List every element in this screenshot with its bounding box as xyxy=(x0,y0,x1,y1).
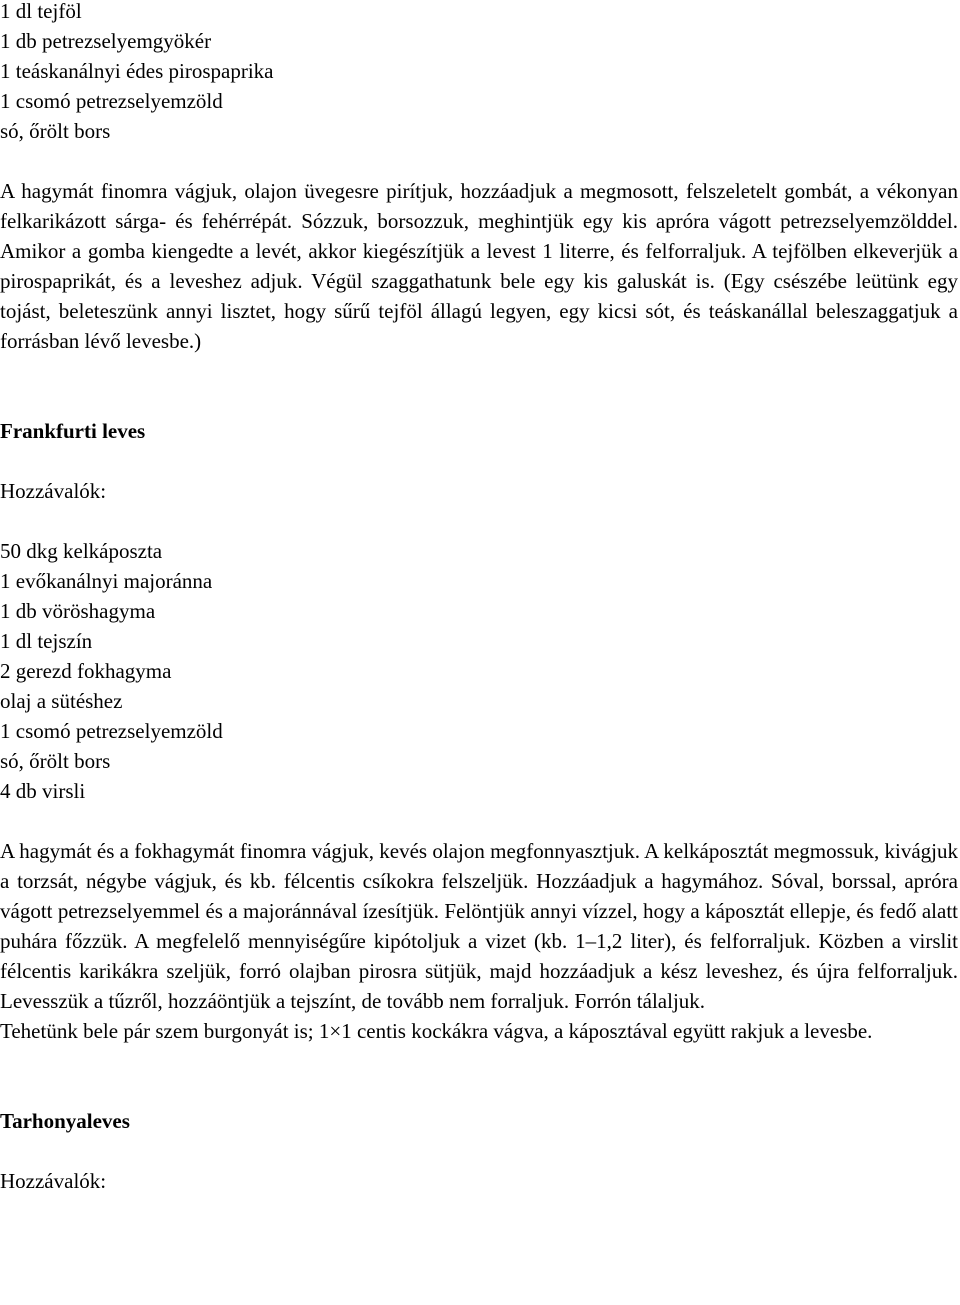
spacer xyxy=(0,146,958,176)
frankfurti-note: Tehetünk bele pár szem burgonyát is; 1×1 centis kockákra vágva, a káposztával együtt rakjuk a levesbe. xyxy=(0,1019,873,1043)
ingredients-heading: Hozzávalók: xyxy=(0,1169,107,1193)
ingredient-item: 2 gerezd fokhagyma xyxy=(0,659,172,683)
ingredient-item: 4 db virsli xyxy=(0,779,86,803)
spacer xyxy=(0,1136,958,1166)
ingredients-heading: Hozzávalók: xyxy=(0,479,107,503)
mushroom-soup-ingredient-list xyxy=(0,0,958,146)
ingredient-item: 1 teáskanálnyi édes pirospaprika xyxy=(0,59,274,83)
ingredient-item: 1 dl tejföl xyxy=(0,0,82,23)
spacer xyxy=(0,806,958,836)
ingredient-item: 1 dl tejszín xyxy=(0,629,93,653)
ingredient-item: 1 csomó petrezselyemzöld xyxy=(0,89,223,113)
spacer xyxy=(0,446,958,476)
ingredient-item: 50 dkg kelkáposzta xyxy=(0,539,163,563)
ingredient-item: 1 db vöröshagyma xyxy=(0,599,156,623)
spacer xyxy=(0,1046,958,1106)
frankfurti-ingredient-list xyxy=(0,536,958,806)
spacer xyxy=(0,506,958,536)
mushroom-soup-instructions: A hagymát finomra vágjuk, olajon üvegesre pirítjuk, hozzáadjuk a megmosott, felszeletelt gombát, a vékonyan felkarikázott sárga- és fehérrépát. Sózzuk, borsozzuk, meghintjük egy kis apróra vágott petrezselyemzölddel. Amikor a gomba kiengedte a levét, akkor kiegészítjük a levest 1 literre, és felforraljuk. A tejfölben elkeverjük a pirospaprikát, és a leveshez adjuk. Végül szaggathatunk bele egy kis galuskát is. (Egy csészébe leütünk egy tojást, beleteszünk annyi lisztet, hogy sűrű tejföl állagú legyen, egy kicsi sót, és teáskanállal beleszaggatjuk a forrásban lévő levesbe.) xyxy=(0,179,958,353)
frankfurti-instructions: A hagymát és a fokhagymát finomra vágjuk, kevés olajon megfonnyasztjuk. A kelkáposztát megmossuk, kivágjuk a torzsát, négybe vágjuk, és kb. félcentis csíkokra felszeljük. Hozzáadjuk a hagymához. Sóval, borssal, apróra vágott petrezselyemmel és a majoránnával ízesítjük. Felöntjük annyi vízzel, hogy a káposztát ellepje, és fedő alatt puhára főzzük. A megfelelő mennyiségűre kipótoljuk a vizet (kb. 1–1,2 liter), és felforraljuk. Közben a virslit félcentis karikákra szeljük, forró olajban pirosra sütjük, majd hozzáadjuk a kész leveshez, és újra felforraljuk. Levesszük a tűzről, hozzáöntjük a tejszínt, de tovább nem forraljuk. Forrón tálaljuk. xyxy=(0,839,958,1013)
ingredient-item: olaj a sütéshez xyxy=(0,689,123,713)
ingredient-item: só, őrölt bors xyxy=(0,119,111,143)
ingredient-item: 1 db petrezselyemgyökér xyxy=(0,29,212,53)
ingredient-item: só, őrölt bors xyxy=(0,749,111,773)
ingredient-item: 1 evőkanálnyi majoránna xyxy=(0,569,213,593)
ingredient-item: 1 csomó petrezselyemzöld xyxy=(0,719,223,743)
recipe-title-frankfurti: Frankfurti leves xyxy=(0,419,146,443)
recipe-title-tarhonyaleves: Tarhonyaleves xyxy=(0,1109,130,1133)
spacer xyxy=(0,356,958,416)
